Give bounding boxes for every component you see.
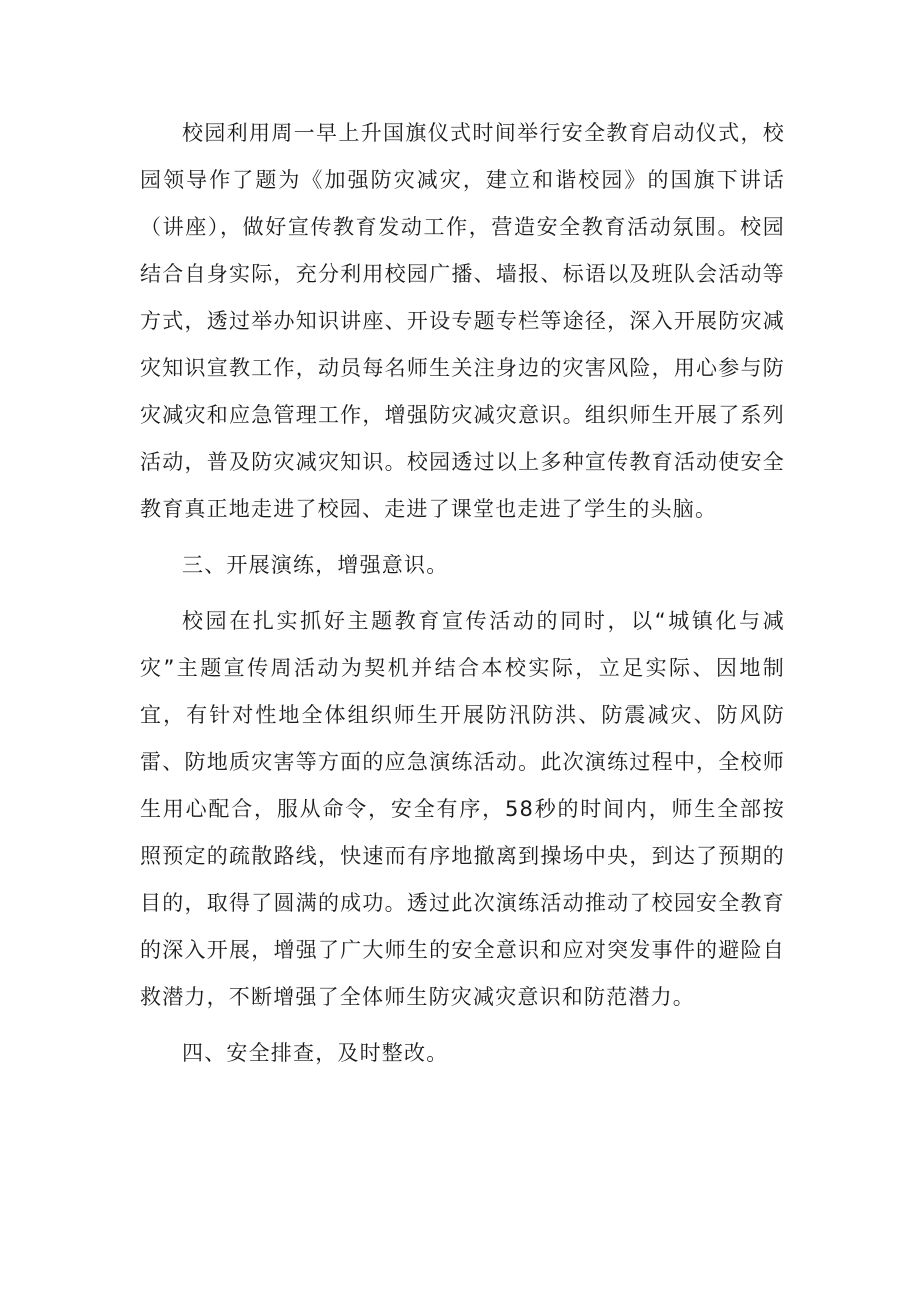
paragraph-body: 校园利用周一早上升国旗仪式时间举行安全教育启动仪式，校园领导作了题为《加强防灾减灾，建立和谐校园》的国旗下讲话（讲座），做好宣传教育发动工作，营造安全教育活动氛围。校园结合自身实际，充分利用校园广播、墙报、标语以及班队会活动等方式，透过举办知识讲座、开设专题专栏等途径，深入开展防灾减灾知识宣教工作，动员每名师生关注身边的灾害风险，用心参与防灾减灾和应急管理工作，增强防灾减灾意识。组织师生开展了系列活动，普及防灾减灾知识。校园透过以上多种宣传教育活动使安全教育真正地走进了校园、走进了课堂也走进了学生的头脑。 xyxy=(140,121,785,521)
document-body xyxy=(140,110,785,1086)
paragraph-body: 校园在扎实抓好主题教育宣传活动的同时，以“城镇化与减灾”主题宣传周活动为契机并结合本校实际，立足实际、因地制宜，有针对性地全体组织师生开展防汛防洪、防震减灾、防风防雷、防地质灾害等方面的应急演练活动。此次演练过程中，全校师生用心配合，服从命令，安全有序，58秒的时间内，师生全部按照预定的疏散路线，快速而有序地撤离到操场中央，到达了预期的目的，取得了圆满的成功。透过此次演练活动推动了校园安全教育的深入开展，增强了广大师生的安全意识和应对突发事件的避险自救潜力，不断增强了全体师生防灾减灾意识和防范潜力。 xyxy=(140,609,785,1009)
section-heading: 三、开展演练，增强意识。 xyxy=(182,553,449,577)
section-heading: 四、安全排查，及时整改。 xyxy=(182,1041,449,1065)
